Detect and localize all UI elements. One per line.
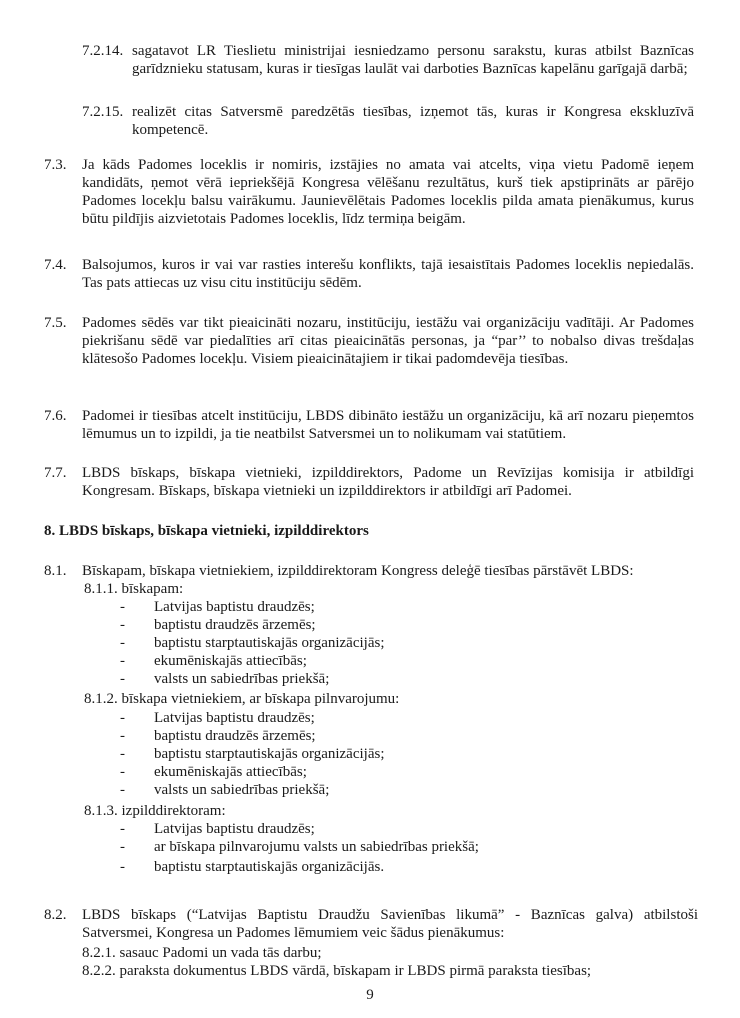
- dash-bullet: -: [120, 764, 125, 780]
- page-number: 9: [366, 987, 374, 1003]
- section-number: 8.2.: [44, 907, 67, 923]
- section-text: LBDS bīskaps, bīskapa vietnieki, izpilddirektors, Padome un Revīzijas komisija ir atbildīgi Kongresam. Bīskaps, bīskapa vietnieki un izpilddirektors ir atbildīgi arī Padomei.: [82, 465, 694, 499]
- section-number: 7.4.: [44, 257, 67, 273]
- clause-7-2-14: [82, 42, 694, 98]
- section-text: Padomei ir tiesības atcelt institūciju, LBDS dibināto iestāžu un organizāciju, kā arī nozaru pieņemtos lēmumus un to izpildi, ja tie neatbilst Satversmei un to nolikumam vai statūtiem.: [82, 408, 694, 442]
- section-7-4: [44, 256, 694, 294]
- sub-8-2-1: 8.2.1. sasauc Padomi un vada tās darbu;: [82, 945, 322, 961]
- clause-7-2-15: [82, 103, 694, 141]
- dash-bullet: -: [120, 728, 125, 744]
- section-number: 7.6.: [44, 408, 67, 424]
- section-number: 7.3.: [44, 157, 67, 173]
- dash-bullet: -: [120, 859, 125, 875]
- section-text: Ja kāds Padomes loceklis ir nomiris, izstājies no amata vai atcelts, viņa vietu Padomē ieņem kandidāts, ņemot vērā iepriekšējā Kongresa vēlēšanu rezultātus, kurš tiek apstiprināts ar pārējo Padomes locekļu balsu vairākumu. Jaunievēlētais Padomes loceklis pilda amata pienākumus, kurus būtu pildījis aizvietotais Padomes loceklis, līdz termiņa beigām.: [82, 157, 694, 227]
- section-7-3: [44, 156, 694, 232]
- section-7-6: [44, 407, 694, 445]
- dash-bullet: -: [120, 671, 125, 687]
- sub-8-1-3: 8.1.3. izpilddirektoram:: [84, 803, 226, 819]
- dash-bullet: -: [120, 599, 125, 615]
- section-text: Bīskapam, bīskapa vietniekiem, izpilddirektoram Kongress deleģē tiesības pārstāvēt LBDS:: [82, 563, 634, 579]
- section-7-7: [44, 464, 694, 502]
- sub-8-1-2: 8.1.2. bīskapa vietniekiem, ar bīskapa pilnvarojumu:: [84, 691, 400, 707]
- section-8-1: [44, 562, 698, 582]
- dash-bullet: -: [120, 782, 125, 798]
- section-7-5: [44, 314, 694, 390]
- section-text: LBDS bīskaps (“Latvijas Baptistu Draudžu Savienības likumā” - Baznīcas galva) atbilstoši Satversmei, Kongresa un Padomes lēmumiem veic šādus pienākumus:: [82, 907, 698, 941]
- dash-bullet: -: [120, 617, 125, 633]
- section-text: Padomes sēdēs var tikt pieaicināti nozaru, institūciju, iestāžu vai organizāciju vadītāji. Ar Padomes piekrišanu sēdē var piedalīties arī citas pieaicinātās personas, ja “par’’ to nobalso divas trešdaļas klātesošo Padomes locekļu. Visiem pieaicinātajiem ir tikai padomdevēja tiesības.: [82, 315, 694, 367]
- dash-bullet: -: [120, 839, 125, 855]
- section-8-2: [44, 906, 698, 944]
- sub-8-1-1: 8.1.1. bīskapam:: [84, 581, 184, 597]
- dash-bullet: -: [120, 710, 125, 726]
- section-text: Balsojumos, kuros ir vai var rasties interešu konflikts, tajā iesaistītais Padomes loceklis nepiedalās. Tas pats attiecas uz visu citu institūciju sēdēm.: [82, 257, 694, 291]
- section-number: 7.5.: [44, 315, 67, 331]
- clause-number: 7.2.15.: [82, 104, 124, 120]
- dash-bullet: -: [120, 635, 125, 651]
- dash-bullet: -: [120, 653, 125, 669]
- section-8-heading: 8. LBDS bīskaps, bīskapa vietnieki, izpilddirektors: [44, 523, 369, 539]
- document-page: 7.2.14. sagatavot LR Tieslietu ministrijai iesniedzamo personu sarakstu, kuras atbilst Baznīcas garīdznieku statusam, kuras ir tiesīgas laulāt vai darboties Baznīcas kapelānu garīgajā darbā; 7.2.15. realizēt citas Satversmē paredzētās tiesības, izņemot tās, kuras ir Kongresa ekskluzīvā kompetencē. 7.3. Ja kāds Padomes loceklis ir nomiris, izstājies no amata vai atcelts, viņa vietu Padomē ieņem kandidāts, ņemot vērā iepriekšējā Kongresa vēlēšanu rezultātus, kurš tiek apstiprināts ar pārējo Padomes locekļu balsu vairākumu. Jaunievēlētais Padomes loceklis pilda amata pienākumus, kurus būtu pildījis aizvietotais Padomes loceklis, līdz termiņa beigām. 7.4. Balsojumos, kuros ir vai var rasties interešu konflikts, tajā iesaistītais Padomes loceklis nepiedalās. Tas pats attiecas uz visu citu institūciju sēdēm. 7.5. Padomes sēdēs var tikt pieaicināti nozaru, institūciju, iestāžu vai organizāciju vadītāji. Ar Padomes piekrišanu sēdē var piedalīties arī citas pieaicinātās personas, ja “par’’ to nobalso divas trešdaļas klātesošo Padomes locekļu. Visiem pieaicinātajiem ir tikai padomdevēja tiesības. 7.6. Padomei ir tiesības atcelt institūciju, LBDS dibināto iestāžu un organizāciju, kā arī nozaru pieņemtos lēmumus un to izpildi, ja tie neatbilst Satversmei un to nolikumam vai statūtiem. 7.7. LBDS bīskaps, bīskapa vietnieki, izpilddirektors, Padome un Revīzijas komisija ir atbildīgi Kongresam. Bīskaps, bīskapa vietnieki un izpilddirektors ir atbildīgi arī Padomei. 8. LBDS bīskaps, bīskapa vietnieki, izpilddirektors 8.1. Bīskapam, bīskapa vietniekiem, izpilddirektoram Kongress deleģē tiesības pārstāvēt LBDS: 8.1.1. bīskapam: - Latvijas baptistu draudzēs; - baptistu draudzēs ārzemēs; - baptistu starptautiskajās organizācijās; - ekumēniskajās attiecībās; - valsts un sabiedrības priekšā; 8.1.2. bīskapa vietniekiem, ar bīskapa pilnvarojumu: - Latvijas baptistu draudzēs; - baptistu draudzēs ārzemēs; - baptistu starptautiskajās organizācijās; - ekumēniskajās attiecībās; - valsts un sabiedrības priekšā; 8.1.3. izpilddirektoram: - Latvijas baptistu draudzēs; - ar bīskapa pilnvarojumu valsts un sabiedrības priekšā; - baptistu starptautiskajās organizācijās. 8.2. LBDS bīskaps (“Latvijas Baptistu Draudžu Savienības likumā” - Baznīcas galva) atbilstoši Satversmei, Kongresa un Padomes lēmumiem veic šādus pienākumus: 8.2.1. sasauc Padomi un vada tās darbu; 8.2.2. paraksta dokumentus LBDS vārdā, bīskapam ir LBDS pirmā paraksta tiesības; 9: [0, 0, 740, 1018]
- sub-8-2-2: 8.2.2. paraksta dokumentus LBDS vārdā, bīskapam ir LBDS pirmā paraksta tiesības;: [82, 963, 592, 979]
- dash-bullet: -: [120, 821, 125, 837]
- section-number: 7.7.: [44, 465, 67, 481]
- section-number: 8.1.: [44, 563, 67, 579]
- clause-text: sagatavot LR Tieslietu ministrijai iesniedzamo personu sarakstu, kuras atbilst Baznīcas garīdznieku statusam, kuras ir tiesīgas laulāt vai darboties Baznīcas kapelānu garīgajā darbā;: [132, 43, 694, 77]
- dash-bullet: -: [120, 746, 125, 762]
- clause-number: 7.2.14.: [82, 43, 124, 59]
- clause-text: realizēt citas Satversmē paredzētās tiesības, izņemot tās, kuras ir Kongresa ekskluzīvā kompetencē.: [132, 104, 694, 138]
